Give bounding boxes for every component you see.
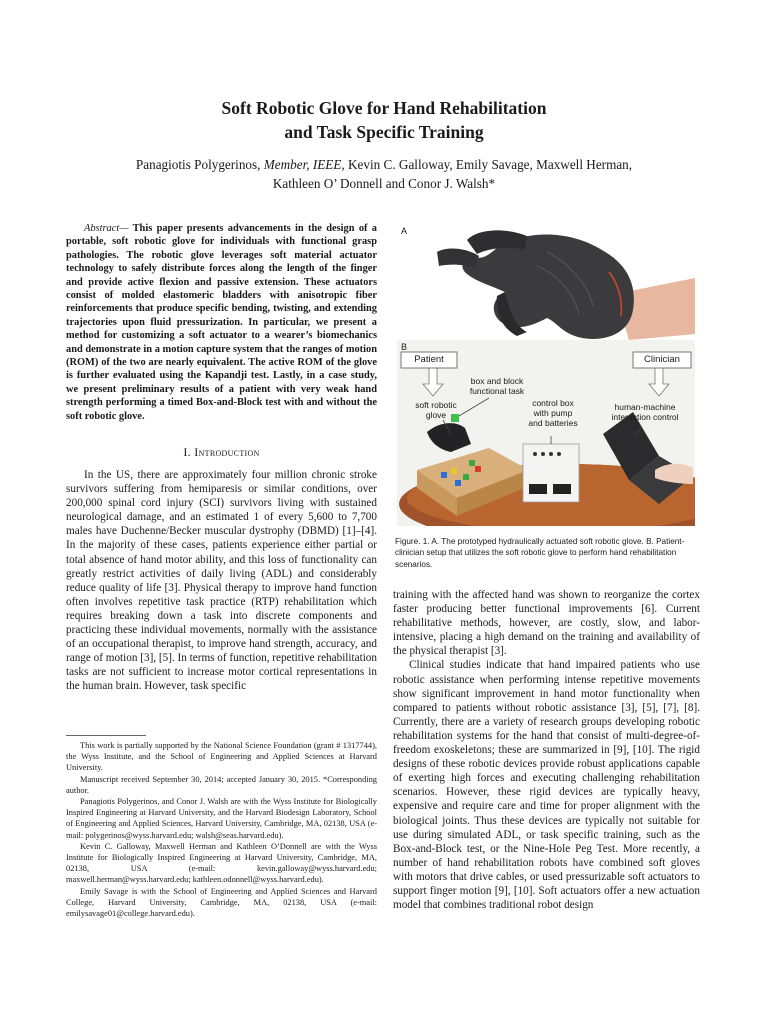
abstract-lead: Abstract—: [84, 223, 129, 234]
figure-caption: Figure. 1. A. The prototyped hydraulically actuated soft robotic glove. B. Patient-clinician setup that utilizes the soft robotic glove to perform hand rehabilitation scenarios.: [395, 537, 685, 569]
intro-paragraph-3: Clinical studies indicate that hand impaired patients who use robotic assistance when performing intense repetitive movements show significant improvement in hand motor functionality when compared to patients without robotic assistance [3], [5], [7], [8]. Currently, there are a variety of research groups developing robotic rehabilitation systems for the hand that consist of multi-degree-of-freedom exoskeletons; these are summarized in [9], [10]. The rigid designs of these robotic devices provide robust applications capable of exerting high forces and executing challenging rehabilitation scenarios. However, these rigid devices are typically heavy, expensive and require care and time for proper alignment with the biological joints. Thus these devices are typically not suitable for use during simulated ADL, or task specific training, such as the Box-and-Block test, or the Nine-Hole Peg Test. More recently, a number of hand rehabilitation robots have combined soft gloves with motors that drive cables, or used pressurizable soft actuators to support finger motion [9], [10]. Soft actuators offer a new actuation model that combines traditional robot design: [393, 659, 700, 912]
author-names-rest: Kevin C. Galloway, Emily Savage, Maxwell Herman,: [348, 157, 633, 172]
footnote-3: Panagiotis Polygerinos, and Conor J. Walsh are with the Wyss Institute for Biologically Inspired Engineering at Harvard University, and the Harvard Biodesign Laboratory, School of Engineering and Applied Sciences, Harvard University, Cambridge, MA, 02138, USA (e-mail: polygerinos@wyss.harvard.edu; walsh@seas.harvard.edu).: [66, 797, 377, 840]
section-heading-introduction: I. Introduction: [183, 445, 260, 459]
intro-paragraph-2: training with the affected hand was shown to reorganize the cortex faster producing better functional improvements [6]. Current rehabilitative methods, however, are costly, slow, and labor-intensive, placing a high demand on the training and availability of the physical therapist [3].: [393, 589, 700, 658]
footnote-1: This work is partially supported by the National Science Foundation (grant # 1317744), the Wyss Institute, and the School of Engineering and Applied Sciences at Harvard University.: [66, 741, 377, 773]
figure-soft-glove-label: [401, 400, 471, 420]
figure-control-box-label: [515, 398, 591, 428]
intro-left-column: [66, 468, 377, 694]
figure-box-block-line-2: functional task: [469, 386, 525, 396]
footnotes: [66, 740, 377, 919]
figure-patient-label: Patient: [414, 354, 444, 365]
footnote-4: Kevin C. Galloway, Maxwell Herman and Kathleen O’Donnell are with the Wyss Institute for Biologically Inspired Engineering at Harvard University, Cambridge, MA, 02138, USA (e-mail: kevin.galloway@wyss.harvard.edu; maxwell.herman@wyss.harvard.edu; kathleen.odonnell@wyss.harvard.edu).: [66, 841, 377, 885]
figure-box-block-label: [457, 376, 537, 396]
figure-control-box-line-3: and batteries: [528, 418, 578, 428]
footnote-divider: [66, 735, 146, 736]
figure-hmi-line-1: human-machine: [614, 402, 676, 412]
author-name-1: Panagiotis Polygerinos,: [135, 157, 261, 172]
figure-soft-glove-line-1: soft robotic: [415, 400, 457, 410]
figure-hmi-label: [597, 402, 693, 422]
footnote-5: Emily Savage is with the School of Engineering and Applied Sciences and Harvard College, Harvard University, Cambridge, MA, 02138, USA (e-mail: emilysavage01@college.harvard.edu).: [66, 886, 377, 919]
paper-title-line-2: and Task Specific Training: [284, 122, 484, 142]
paper-title-line-1: Soft Robotic Glove for Hand Rehabilitation: [221, 98, 547, 118]
intro-paragraph-1: In the US, there are approximately four million chronic stroke survivors suffering from hemiparesis or similar conditions, over 200,000 spinal cord injury (SCI) survivors living with sustained neurological damage, and an estimated 1 of every 5,600 to 7,700 males have Duchenne/Becker muscular dystrophy (DBMD) [1]–[4]. In the majority of these cases, patients experience either partial or total absence of hand motor ability, and this loss of functionality can greatly restrict activities of daily living (ADL) and considerably reduce quality of life [3]. Physical therapy to improve hand function often involves repetitive task practice (RTP) rehabilitation which requires breaking down a task into discrete components and practicing these individual movements, normally with the assistance of an occupational therapist, to improve hand strength, accuracy, and range of motion [3], [5]. In terms of function, repetitive rehabilitation tasks are not sufficient to increase motor cortical representations in the human brain. However, task specific: [66, 469, 377, 693]
abstract-body: This paper presents advancements in the design of a portable, soft robotic glove for individuals with functional grasp pathologies. The robotic glove leverages soft material actuator technology to safely distribute forces along the length of the finger and provide active flexion and passive extension. These actuators consist of molded elastomeric bladders with anisotropic fiber reinforcements that produce specific bending, twisting, and extending trajectories upon fluid pressurization. In particular, we present a method for customizing a soft actuator to a wearer’s biomechanics and demonstrate in a motion capture system that the ranges of motion (ROM) of the two are nearly equivalent. The active ROM of the glove is further evaluated using the Kapandji test. Lastly, in a case study, we present preliminary results of a patient with very weak hand strength performing a timed Box-and-Block test with and without the soft robotic glove.: [66, 223, 377, 422]
figure-hmi-line-2: interaction control: [611, 412, 679, 422]
authors-line-2: Kathleen O’ Donnell and Conor J. Walsh*: [272, 176, 496, 191]
figure-illustration: [397, 222, 695, 526]
authors-line-1: [60, 155, 708, 174]
figure-control-box-line-2: with pump: [533, 408, 573, 418]
figure-panel-a-label: A: [401, 226, 408, 236]
intro-right-column: [393, 588, 700, 912]
figure-control-box-line-1: control box: [532, 398, 574, 408]
figure-box-block-line-1: box and block: [470, 376, 524, 386]
author-membership: Member, IEEE,: [263, 157, 345, 172]
figure-soft-glove-line-2: glove: [425, 410, 447, 420]
figure-1: [397, 222, 695, 526]
figure-clinician-label: Clinician: [644, 354, 680, 365]
abstract: [66, 222, 377, 423]
figure-panel-b-label: B: [401, 342, 408, 352]
footnote-2: Manuscript received September 30, 2014; accepted January 30, 2015. *Corresponding author.: [66, 774, 377, 795]
